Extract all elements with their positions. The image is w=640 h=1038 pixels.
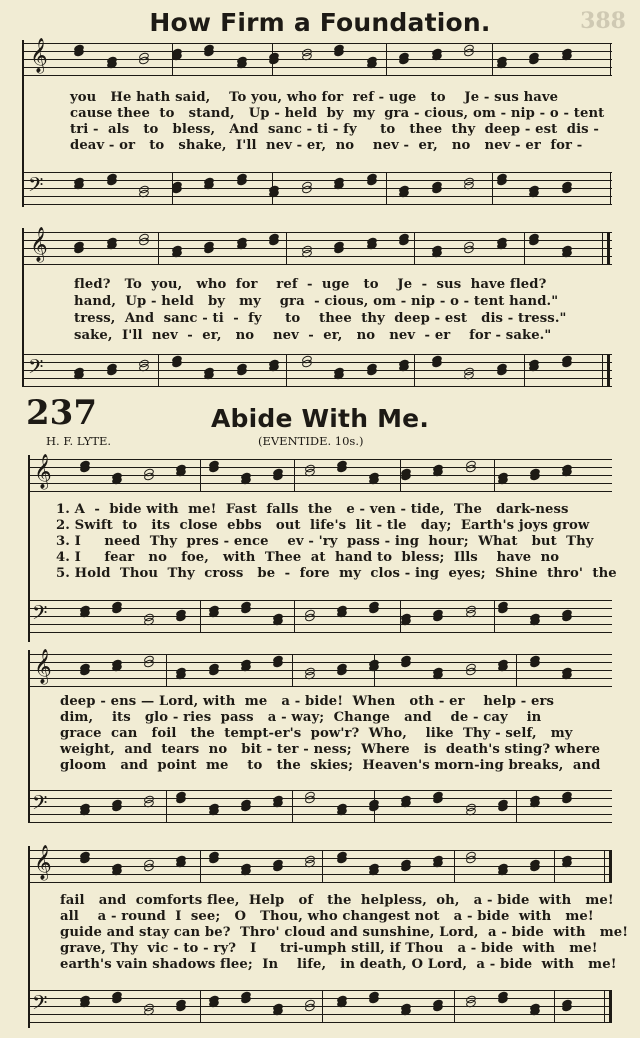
lyric-line: fail and comforts flee, Help of the helpless, oh, a - bide with me! <box>60 893 614 908</box>
bass-clef-icon: 𝄢 <box>28 173 44 201</box>
lyric-line: 1. A - bide with me! Fast falls the e - ven - tide, The dark-ness <box>56 502 569 517</box>
treble-clef-icon: 𝄞 <box>30 227 48 262</box>
bass-staff <box>22 354 612 387</box>
bass-staff <box>28 790 612 823</box>
lyric-line: tress, And sanc - ti - fy to thee thy deep - est dis - tress." <box>74 311 567 326</box>
lyric-line: weight, and tears no bit - ter - ness; Where is death's sting? where <box>60 742 601 757</box>
page-number: 388 <box>580 8 626 34</box>
bass-staff <box>22 172 612 205</box>
hymn-title-foundation: How Firm a Foundation. <box>149 8 491 37</box>
lyric-line: cause thee to stand, Up - held by my gra - cious, om - nip - o - tent <box>70 106 605 121</box>
bass-clef-icon: 𝄢 <box>32 601 48 629</box>
treble-staff <box>28 454 612 492</box>
lyric-line: 4. I fear no foe, with Thee at hand to bless; Ills have no <box>56 550 560 565</box>
lyric-line: 3. I need Thy pres - ence ev - 'ry pass - ing hour; What but Thy <box>56 534 594 549</box>
lyric-line: all a - round I see; O Thou, who changest not a - bide with me! <box>60 909 594 924</box>
lyric-line: tri - als to bless, And sanc - ti - fy to thee thy deep - est dis - <box>70 122 599 137</box>
lyric-line: dim, its glo - ries pass a - way; Change and de - cay in <box>60 710 542 725</box>
lyric-line: gloom and point me to the skies; Heaven's morn-ing breaks, and <box>60 758 601 773</box>
lyric-line: 5. Hold Thou Thy cross be - fore my clos - ing eyes; Shine thro' the <box>56 566 617 581</box>
treble-clef-icon: 𝄞 <box>34 845 52 880</box>
tune-meter: (EVENTIDE. 10s.) <box>258 434 364 448</box>
lyric-line: earth's vain shadows flee; In life, in death, O Lord, a - bide with me! <box>60 957 617 972</box>
lyric-line: deav - or to shake, I'll nev - er, no nev - er, no nev - er for - <box>70 138 583 153</box>
treble-staff <box>22 227 612 265</box>
treble-staff <box>28 649 612 687</box>
lyric-line: grace can foil the tempt-er's pow'r? Who, like Thy - self, my <box>60 726 573 741</box>
treble-clef-icon: 𝄞 <box>30 38 48 73</box>
bass-clef-icon: 𝄢 <box>32 791 48 819</box>
lyric-line: 2. Swift to its close ebbs out life's lit - tle day; Earth's joys grow <box>56 518 590 533</box>
lyric-line: guide and stay can be? Thro' cloud and sunshine, Lord, a - bide with me! <box>60 925 629 940</box>
bass-staff <box>28 600 612 633</box>
treble-staff <box>22 38 612 76</box>
lyric-line: sake, I'll nev - er, no nev - er, no nev - er for - sake." <box>74 328 552 343</box>
bass-staff <box>28 990 612 1023</box>
lyric-line: fled? To you, who for ref - uge to Je - sus have fled? <box>74 277 547 292</box>
lyric-line: deep - ens — Lord, with me a - bide! When oth - er help - ers <box>60 694 555 709</box>
hymn-number: 237 <box>26 393 97 433</box>
treble-staff <box>28 845 612 883</box>
lyric-line: you He hath said, To you, who for ref - uge to Je - sus have <box>70 90 559 105</box>
lyric-line: hand, Up - held by my gra - cious, om - nip - o - tent hand." <box>74 294 559 309</box>
author-credit: H. F. LYTE. <box>46 434 112 448</box>
bass-clef-icon: 𝄢 <box>32 991 48 1019</box>
bass-clef-icon: 𝄢 <box>28 355 44 383</box>
lyric-line: grave, Thy vic - to - ry? I tri-umph still, if Thou a - bide with me! <box>60 941 598 956</box>
treble-clef-icon: 𝄞 <box>34 454 52 489</box>
hymn-title-abide: Abide With Me. <box>210 404 430 433</box>
treble-clef-icon: 𝄞 <box>34 649 52 684</box>
